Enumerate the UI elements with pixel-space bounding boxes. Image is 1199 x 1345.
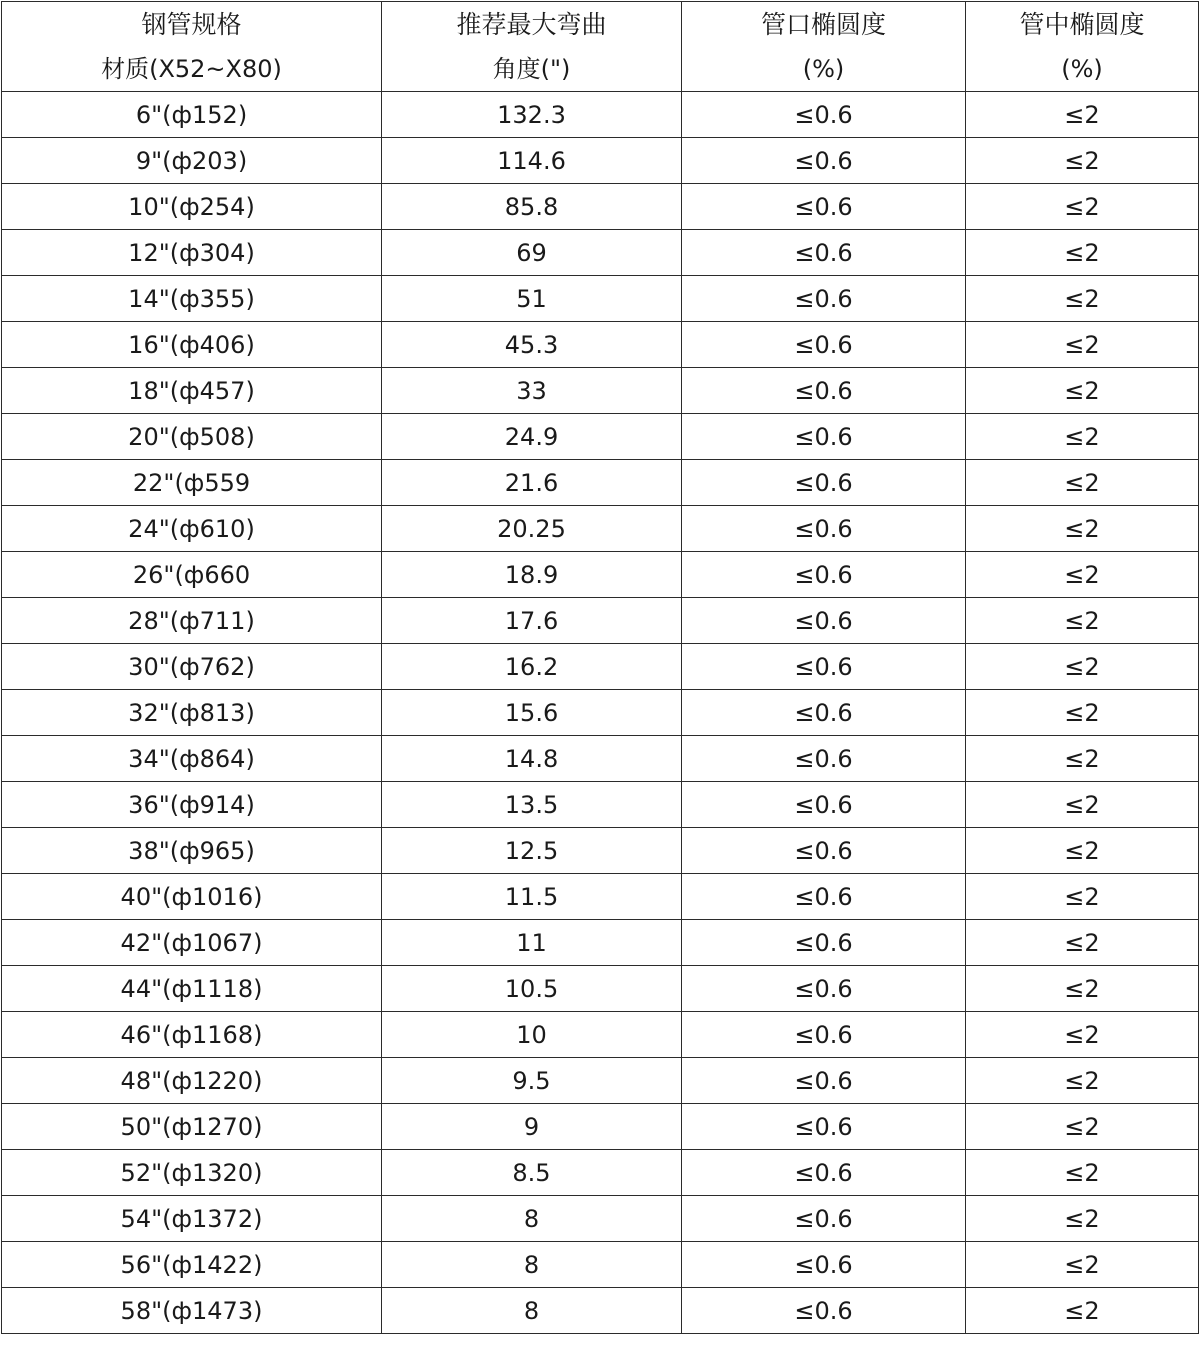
header-material-label: 材质(X52~X80) <box>101 54 282 83</box>
cell-mouth-ovality: ≤0.6 <box>682 460 966 506</box>
cell-pipe-size: 38"(ф965) <box>2 828 382 874</box>
table-row <box>2 414 1199 460</box>
cell-middle-ovality: ≤2 <box>966 1242 1199 1288</box>
cell-pipe-size: 18"(ф457) <box>2 368 382 414</box>
cell-pipe-size: 16"(ф406) <box>2 322 382 368</box>
table-body <box>2 92 1199 1334</box>
cell-pipe-size: 40"(ф1016) <box>2 874 382 920</box>
pipe-spec-table <box>1 1 1199 1334</box>
cell-max-bend-angle: 14.8 <box>382 736 682 782</box>
cell-mouth-ovality: ≤0.6 <box>682 414 966 460</box>
cell-mouth-ovality: ≤0.6 <box>682 828 966 874</box>
cell-mouth-ovality: ≤0.6 <box>682 506 966 552</box>
table-row <box>2 782 1199 828</box>
cell-pipe-size: 24"(ф610) <box>2 506 382 552</box>
cell-max-bend-angle: 17.6 <box>382 598 682 644</box>
table-row <box>2 736 1199 782</box>
cell-middle-ovality: ≤2 <box>966 1104 1199 1150</box>
cell-middle-ovality: ≤2 <box>966 506 1199 552</box>
header-spec-material <box>2 2 382 92</box>
cell-max-bend-angle: 8 <box>382 1288 682 1334</box>
cell-middle-ovality: ≤2 <box>966 1058 1199 1104</box>
cell-max-bend-angle: 45.3 <box>382 322 682 368</box>
cell-max-bend-angle: 24.9 <box>382 414 682 460</box>
cell-max-bend-angle: 10 <box>382 1012 682 1058</box>
cell-max-bend-angle: 8 <box>382 1196 682 1242</box>
header-max-bend-angle <box>382 2 682 92</box>
header-mouth-label: 管口椭圆度 <box>760 9 886 39</box>
cell-mouth-ovality: ≤0.6 <box>682 1288 966 1334</box>
cell-max-bend-angle: 16.2 <box>382 644 682 690</box>
table-row <box>2 1150 1199 1196</box>
cell-middle-ovality: ≤2 <box>966 230 1199 276</box>
cell-pipe-size: 12"(ф304) <box>2 230 382 276</box>
header-middle-unit: (%) <box>1061 54 1103 83</box>
cell-max-bend-angle: 51 <box>382 276 682 322</box>
header-middle-label: 管中椭圆度 <box>1019 9 1145 39</box>
header-mouth-ovality <box>682 2 966 92</box>
cell-max-bend-angle: 13.5 <box>382 782 682 828</box>
cell-middle-ovality: ≤2 <box>966 414 1199 460</box>
cell-mouth-ovality: ≤0.6 <box>682 1150 966 1196</box>
table-row <box>2 874 1199 920</box>
cell-max-bend-angle: 9.5 <box>382 1058 682 1104</box>
table-row <box>2 230 1199 276</box>
cell-max-bend-angle: 20.25 <box>382 506 682 552</box>
table-row <box>2 644 1199 690</box>
cell-mouth-ovality: ≤0.6 <box>682 920 966 966</box>
table-row <box>2 1012 1199 1058</box>
header-middle-ovality <box>966 2 1199 92</box>
table-row <box>2 1104 1199 1150</box>
cell-middle-ovality: ≤2 <box>966 782 1199 828</box>
cell-max-bend-angle: 8.5 <box>382 1150 682 1196</box>
cell-mouth-ovality: ≤0.6 <box>682 138 966 184</box>
table-row <box>2 460 1199 506</box>
cell-middle-ovality: ≤2 <box>966 966 1199 1012</box>
cell-mouth-ovality: ≤0.6 <box>682 690 966 736</box>
cell-pipe-size: 20"(ф508) <box>2 414 382 460</box>
header-bend-unit: 角度(") <box>492 54 571 83</box>
cell-middle-ovality: ≤2 <box>966 552 1199 598</box>
cell-mouth-ovality: ≤0.6 <box>682 368 966 414</box>
cell-mouth-ovality: ≤0.6 <box>682 92 966 138</box>
cell-middle-ovality: ≤2 <box>966 1196 1199 1242</box>
cell-mouth-ovality: ≤0.6 <box>682 1104 966 1150</box>
table-row <box>2 138 1199 184</box>
cell-middle-ovality: ≤2 <box>966 690 1199 736</box>
table-row <box>2 276 1199 322</box>
cell-max-bend-angle: 12.5 <box>382 828 682 874</box>
table-row <box>2 552 1199 598</box>
cell-mouth-ovality: ≤0.6 <box>682 322 966 368</box>
cell-middle-ovality: ≤2 <box>966 322 1199 368</box>
cell-pipe-size: 30"(ф762) <box>2 644 382 690</box>
cell-middle-ovality: ≤2 <box>966 598 1199 644</box>
cell-max-bend-angle: 18.9 <box>382 552 682 598</box>
header-bend-label: 推荐最大弯曲 <box>456 9 607 39</box>
cell-pipe-size: 26"(ф660 <box>2 552 382 598</box>
cell-pipe-size: 50"(ф1270) <box>2 1104 382 1150</box>
cell-mouth-ovality: ≤0.6 <box>682 736 966 782</box>
cell-middle-ovality: ≤2 <box>966 1150 1199 1196</box>
table-row <box>2 92 1199 138</box>
cell-pipe-size: 58"(ф1473) <box>2 1288 382 1334</box>
table-row <box>2 828 1199 874</box>
cell-mouth-ovality: ≤0.6 <box>682 1242 966 1288</box>
cell-pipe-size: 48"(ф1220) <box>2 1058 382 1104</box>
table-row <box>2 598 1199 644</box>
cell-middle-ovality: ≤2 <box>966 276 1199 322</box>
cell-pipe-size: 32"(ф813) <box>2 690 382 736</box>
table-row <box>2 920 1199 966</box>
cell-max-bend-angle: 9 <box>382 1104 682 1150</box>
cell-middle-ovality: ≤2 <box>966 368 1199 414</box>
table-row <box>2 1196 1199 1242</box>
cell-max-bend-angle: 85.8 <box>382 184 682 230</box>
cell-middle-ovality: ≤2 <box>966 184 1199 230</box>
cell-max-bend-angle: 11.5 <box>382 874 682 920</box>
cell-max-bend-angle: 15.6 <box>382 690 682 736</box>
table-row <box>2 1288 1199 1334</box>
cell-max-bend-angle: 21.6 <box>382 460 682 506</box>
cell-pipe-size: 9"(ф203) <box>2 138 382 184</box>
table-row <box>2 690 1199 736</box>
cell-pipe-size: 46"(ф1168) <box>2 1012 382 1058</box>
table-row <box>2 1242 1199 1288</box>
table-row <box>2 966 1199 1012</box>
header-spec-label: 钢管规格 <box>141 9 242 39</box>
cell-mouth-ovality: ≤0.6 <box>682 184 966 230</box>
cell-pipe-size: 6"(ф152) <box>2 92 382 138</box>
table-row <box>2 322 1199 368</box>
cell-mouth-ovality: ≤0.6 <box>682 1058 966 1104</box>
cell-pipe-size: 14"(ф355) <box>2 276 382 322</box>
cell-middle-ovality: ≤2 <box>966 92 1199 138</box>
table-row <box>2 1058 1199 1104</box>
cell-middle-ovality: ≤2 <box>966 874 1199 920</box>
cell-mouth-ovality: ≤0.6 <box>682 1012 966 1058</box>
cell-mouth-ovality: ≤0.6 <box>682 966 966 1012</box>
cell-middle-ovality: ≤2 <box>966 644 1199 690</box>
cell-pipe-size: 10"(ф254) <box>2 184 382 230</box>
cell-mouth-ovality: ≤0.6 <box>682 874 966 920</box>
cell-max-bend-angle: 69 <box>382 230 682 276</box>
cell-pipe-size: 34"(ф864) <box>2 736 382 782</box>
cell-max-bend-angle: 8 <box>382 1242 682 1288</box>
header-row <box>2 2 1199 92</box>
cell-middle-ovality: ≤2 <box>966 736 1199 782</box>
cell-mouth-ovality: ≤0.6 <box>682 276 966 322</box>
cell-mouth-ovality: ≤0.6 <box>682 782 966 828</box>
table-row <box>2 506 1199 552</box>
cell-middle-ovality: ≤2 <box>966 460 1199 506</box>
cell-pipe-size: 52"(ф1320) <box>2 1150 382 1196</box>
cell-max-bend-angle: 11 <box>382 920 682 966</box>
cell-mouth-ovality: ≤0.6 <box>682 644 966 690</box>
cell-pipe-size: 22"(ф559 <box>2 460 382 506</box>
cell-middle-ovality: ≤2 <box>966 828 1199 874</box>
cell-pipe-size: 36"(ф914) <box>2 782 382 828</box>
cell-max-bend-angle: 33 <box>382 368 682 414</box>
cell-mouth-ovality: ≤0.6 <box>682 552 966 598</box>
cell-max-bend-angle: 132.3 <box>382 92 682 138</box>
cell-mouth-ovality: ≤0.6 <box>682 230 966 276</box>
table-row <box>2 184 1199 230</box>
cell-pipe-size: 28"(ф711) <box>2 598 382 644</box>
cell-middle-ovality: ≤2 <box>966 1012 1199 1058</box>
cell-middle-ovality: ≤2 <box>966 1288 1199 1334</box>
cell-max-bend-angle: 10.5 <box>382 966 682 1012</box>
cell-pipe-size: 54"(ф1372) <box>2 1196 382 1242</box>
cell-mouth-ovality: ≤0.6 <box>682 1196 966 1242</box>
table-row <box>2 368 1199 414</box>
header-mouth-unit: (%) <box>802 54 845 83</box>
cell-pipe-size: 42"(ф1067) <box>2 920 382 966</box>
cell-pipe-size: 56"(ф1422) <box>2 1242 382 1288</box>
cell-middle-ovality: ≤2 <box>966 920 1199 966</box>
cell-pipe-size: 44"(ф1118) <box>2 966 382 1012</box>
cell-middle-ovality: ≤2 <box>966 138 1199 184</box>
cell-max-bend-angle: 114.6 <box>382 138 682 184</box>
cell-mouth-ovality: ≤0.6 <box>682 598 966 644</box>
